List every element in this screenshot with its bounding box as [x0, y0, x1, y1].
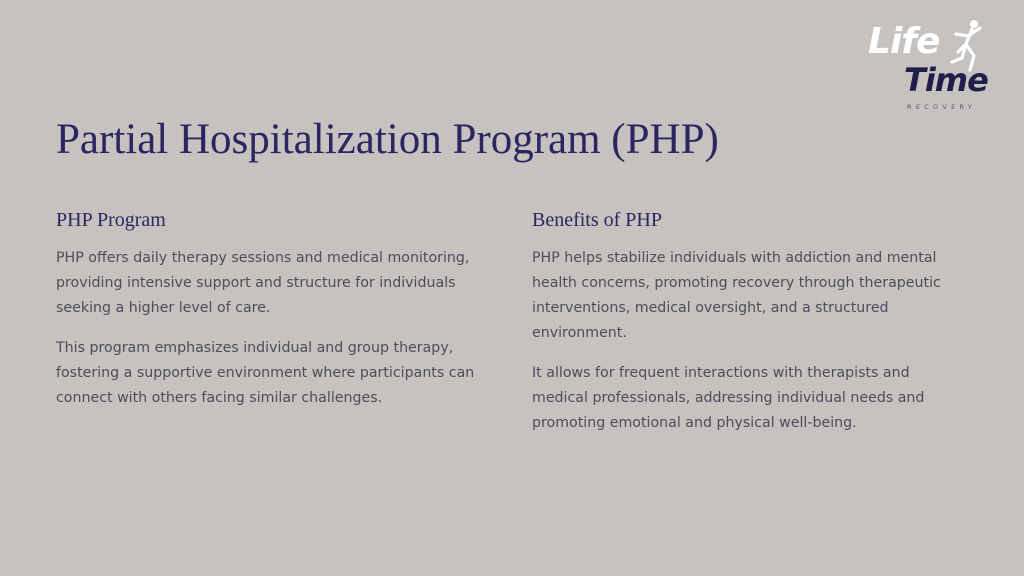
right-column [532, 206, 962, 451]
left-column [56, 206, 496, 426]
logo-word-life: Life [868, 21, 940, 62]
left-paragraph-2: This program emphasizes individual and group therapy, fostering a supportive environment where participants can connect with others facing similar challenges. [56, 340, 475, 406]
slide-title: Partial Hospitalization Program (PHP) [56, 116, 719, 163]
logo-word-time: Time [904, 61, 988, 99]
right-column-heading: Benefits of PHP [532, 209, 662, 231]
lifetime-recovery-logo [866, 18, 994, 114]
logo-word-recovery: RECOVERY [907, 103, 977, 111]
right-paragraph-2: It allows for frequent interactions with therapists and medical professionals, addressing individual needs and promoting emotional and physical well-being. [532, 365, 925, 431]
right-paragraph-1: PHP helps stabilize individuals with addiction and mental health concerns, promoting recovery through therapeutic interventions, medical oversight, and a structured environment. [532, 250, 941, 341]
left-column-heading: PHP Program [56, 209, 166, 231]
left-paragraph-1: PHP offers daily therapy sessions and medical monitoring, providing intensive support and structure for individuals seeking a higher level of care. [56, 250, 470, 316]
